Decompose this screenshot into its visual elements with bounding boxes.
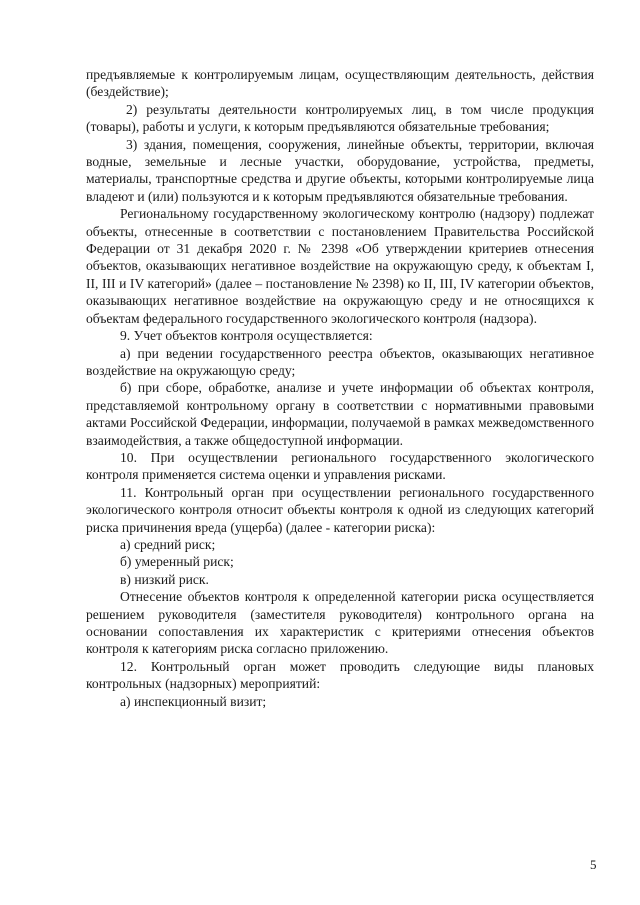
paragraph-regional-control: Региональному государственному экологическому контролю (надзору) подлежат объекты, отнесенные в соответствии с постановлением Правительства Российской Федерации от 31 декабря 2020 г. № 2398 «Об утверждении критериев отнесения объектов, оказывающих негативное воздействие на окружающую среду, к объектам I, II, III и IV категорий» (далее – постановление № 2398) ко II, III, IV категории объектов, оказывающих негативное воздействие на окружающую среду и не относящихся к объектам федерального государственного экологического контроля (надзора). [86, 206, 594, 326]
risk-category-moderate: б) умеренный риск; [120, 554, 234, 570]
paragraph-9b: б) при сборе, обработке, анализе и учете информации об объектах контроля, представляемой контрольному органу в соответствии с нормативными правовыми актами Российской Федерации, информации, получаемой в рамках межведомственного взаимодействия, а также общедоступной информации. [86, 380, 594, 448]
risk-category-medium: а) средний риск; [120, 536, 216, 552]
paragraph-12: 12. Контрольный орган может проводить следующие виды плановых контрольных (надзорных) мероприятий: [86, 658, 594, 692]
paragraph-item-2: 2) результаты деятельности контролируемых лиц, в том числе продукция (товары), работы и услуги, к которым предъявляются обязательные требования; [86, 101, 594, 135]
paragraph-item-3: 3) здания, помещения, сооружения, линейные объекты, территории, включая водные, земельные и лесные участки, оборудование, устройства, предметы, материалы, транспортные средства и другие объекты, которыми контролируемые лица владеют и (или) пользуются и к которым предъявляются обязательные требования. [86, 136, 594, 204]
paragraph-10: 10. При осуществлении регионального государственного экологического контроля применяется система оценки и управления рисками. [86, 449, 594, 483]
paragraph-12a: а) инспекционный визит; [120, 693, 267, 709]
document-page [86, 66, 594, 710]
paragraph-9a: а) при ведении государственного реестра объектов, оказывающих негативное воздействие на окружающую среду; [86, 345, 594, 378]
page-number: 5 [590, 857, 597, 872]
paragraph-11: 11. Контрольный орган при осуществлении регионального государственного экологического контроля относит объекты контроля к одной из следующих категорий риска причинения вреда (ущерба) (далее - категории риска): [86, 484, 594, 535]
risk-category-low: в) низкий риск. [120, 571, 209, 587]
paragraph-9: 9. Учет объектов контроля осуществляется: [120, 328, 373, 344]
paragraph-continuation: предъявляемые к контролируемым лицам, осуществляющим деятельность, действия (бездействие); [86, 67, 594, 100]
paragraph-risk-assignment: Отнесение объектов контроля к определенной категории риска осуществляется решением руководителя (заместителя руководителя) контрольного органа на основании сопоставления их характеристик с критериями отнесения объектов контроля к категориям риска согласно приложению. [86, 589, 594, 657]
